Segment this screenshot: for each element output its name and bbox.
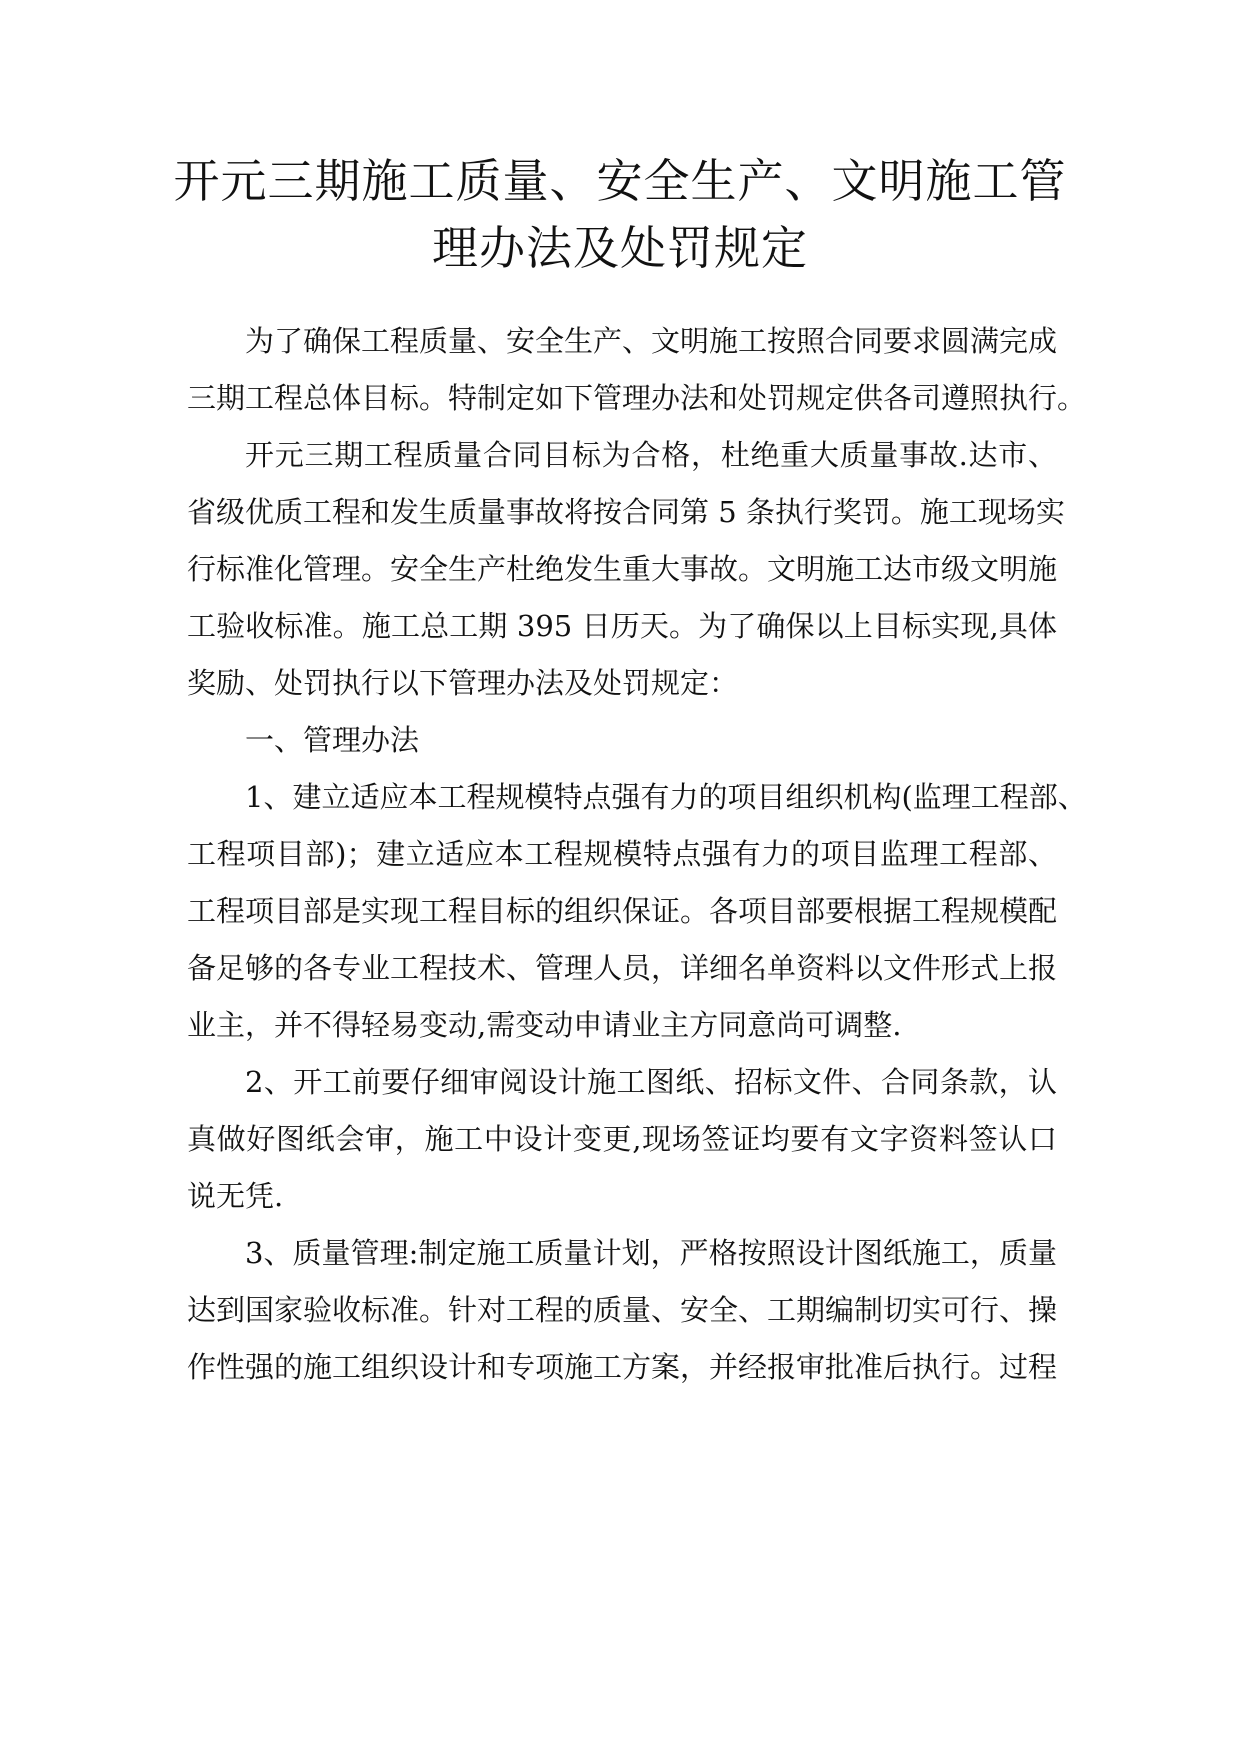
paragraph-line: 工程项目部是实现工程目标的组织保证。各项目部要根据工程规模配 — [187, 894, 1058, 928]
paragraph-line: 工验收标准。施工总工期 395 日历天。为了确保以上目标实现,具体 — [187, 609, 1057, 643]
paragraph-line: 三期工程总体目标。特制定如下管理办法和处罚规定供各司遵照执行。 — [187, 381, 1087, 415]
paragraph-line: 为了确保工程质量、安全生产、文明施工按照合同要求圆满完成 — [245, 324, 1058, 358]
document-title-line-2: 理办法及处罚规定 — [432, 221, 808, 275]
paragraph-line: 奖励、处罚执行以下管理办法及处罚规定： — [187, 666, 739, 700]
paragraph-line: 说无凭. — [187, 1179, 284, 1213]
paragraph-line: 作性强的施工组织设计和专项施工方案，并经报审批准后执行。过程 — [187, 1350, 1058, 1384]
paragraph-line: 备足够的各专业工程技术、管理人员，详细名单资料以文件形式上报 — [187, 951, 1058, 985]
paragraph-line: 省级优质工程和发生质量事故将按合同第 5 条执行奖罚。施工现场实 — [187, 495, 1065, 529]
paragraph-line: 真做好图纸会审，施工中设计变更,现场签证均要有文字资料签认口 — [187, 1122, 1057, 1156]
paragraph-line: 1、建立适应本工程规模特点强有力的项目组织机构(监理工程部、 — [245, 780, 1087, 814]
paragraph-line: 2、开工前要仔细审阅设计施工图纸、招标文件、合同条款，认 — [245, 1065, 1057, 1099]
paragraph-line: 达到国家验收标准。针对工程的质量、安全、工期编制切实可行、操 — [187, 1293, 1058, 1327]
document-title-line-1: 开元三期施工质量、安全生产、文明施工管 — [173, 154, 1067, 208]
section-heading: 一、管理办法 — [245, 723, 420, 757]
paragraph-line: 开元三期工程质量合同目标为合格，杜绝重大质量事故.达市、 — [245, 438, 1057, 472]
paragraph-line: 3、质量管理:制定施工质量计划，严格按照设计图纸施工，质量 — [245, 1236, 1057, 1270]
paragraph-line: 业主，并不得轻易变动,需变动申请业主方同意尚可调整. — [187, 1008, 902, 1042]
paragraph-line: 工程项目部)；建立适应本工程规模特点强有力的项目监理工程部、 — [187, 837, 1057, 871]
paragraph-line: 行标准化管理。安全生产杜绝发生重大事故。文明施工达市级文明施 — [187, 552, 1058, 586]
